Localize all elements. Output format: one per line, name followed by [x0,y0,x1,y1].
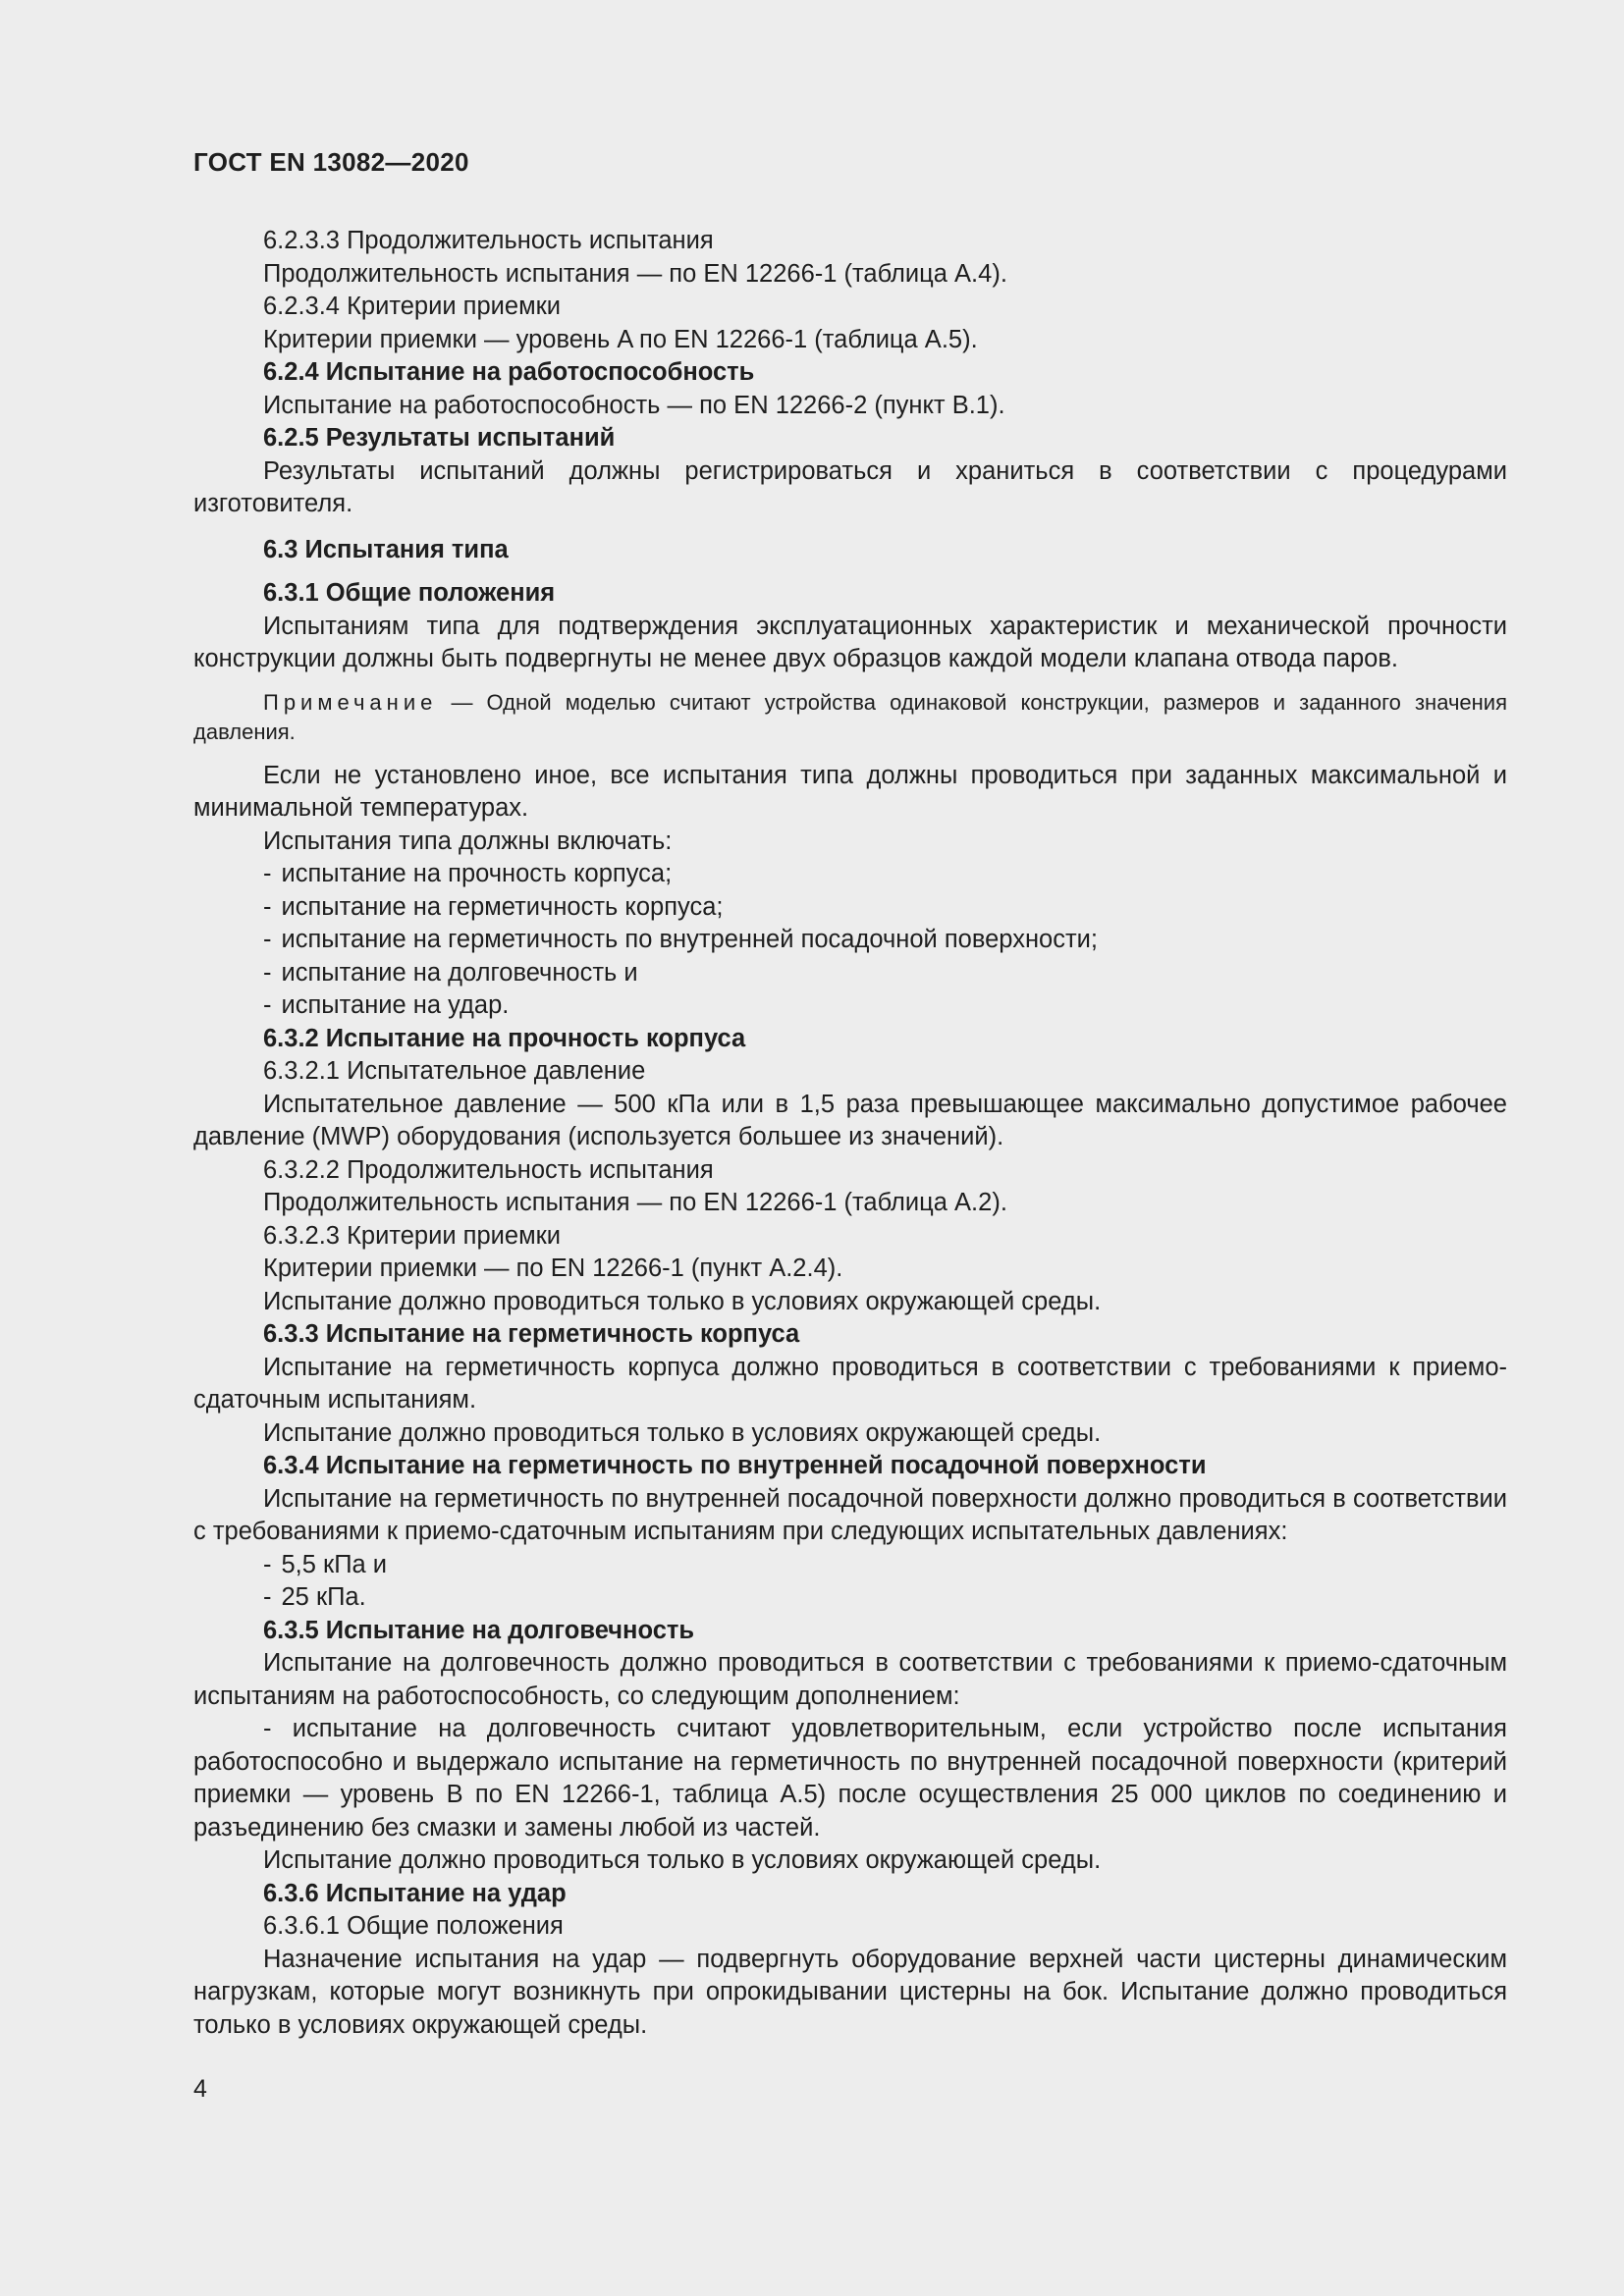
list-dash: - [263,1583,272,1611]
list-dash: - [263,860,272,887]
clause-6-3-2-1-heading: 6.3.2.1 Испытательное давление [263,1057,646,1085]
document-header: ГОСТ EN 13082—2020 [193,147,469,177]
list-item: - 25 кПа. [263,1583,366,1611]
paragraph: Критерии приемки — по EN 12266-1 (пункт A.2.4). [263,1255,843,1282]
paragraph: Критерии приемки — уровень A по EN 12266-1 (таблица A.5). [263,325,978,353]
paragraph: Испытание на герметичность по внутренней посадочной поверхности должно проводиться в соответствии с требованиями к приемо-сдаточным испытаниям при следующих испытательных давлениях: [193,1484,1507,1545]
paragraph: Испытание на долговечность должно проводиться в соответствии с требованиями к приемо-сдаточным испытаниям на работоспособность, со следующим дополнением: [193,1649,1507,1710]
note-text: — Одной моделью считают устройства одинаковой конструкции, размеров и заданного значения давления. [193,689,1507,744]
paragraph: Испытание должно проводиться только в условиях окружающей среды. [263,1846,1102,1874]
list-item: - испытание на удар. [263,991,510,1019]
paragraph: Испытание должно проводиться только в условиях окружающей среды. [263,1418,1102,1447]
clause-6-2-5-heading: 6.2.5 Результаты испытаний [263,424,616,452]
list-dash: - [263,892,272,921]
list-item: - испытание на герметичность корпуса; [263,892,724,921]
paragraph: Испытание должно проводиться только в условиях окружающей среды. [263,1287,1102,1315]
list-dash: - [263,1550,272,1578]
list-dash: - [263,926,272,953]
list-dash: - [263,1715,272,1742]
clause-6-3-2-3-heading: 6.3.2.3 Критерии приемки [263,1221,562,1250]
clause-6-3-6-heading: 6.3.6 Испытание на удар [263,1879,567,1907]
paragraph: Испытание на герметичность корпуса должно проводиться в соответствии с требованиями к приемо-сдаточным испытаниям. [193,1353,1507,1414]
paragraph: Испытания типа должны включать: [263,827,673,855]
paragraph: Испытательное давление — 500 кПа или в 1,5 раза превышающее максимально допустимое рабочее давление (MWP) оборудования (используется большее из значений). [193,1090,1507,1150]
list-item: - испытание на прочность корпуса; [263,860,673,887]
note-label: Примечание [263,689,438,715]
page-number: 4 [193,2075,207,2103]
list-item: - испытание на долговечность считают удовлетворительным, если устройство после испытания работоспособно и выдержало испытание на герметичность по внутренней посадочной поверхности (критерий приемки — уровень B по EN 12266-1, таблица A.5) после осуществления 25 000 циклов по соединению и разъединению без смазки и замены любой из частей. [193,1715,1507,1842]
paragraph: Результаты испытаний должны регистрироваться и храниться в соответствии с процедурами изготовителя. [193,456,1507,517]
list-dash: - [263,991,272,1019]
paragraph: Продолжительность испытания — по EN 12266-1 (таблица A.4). [263,259,1007,288]
clause-6-3-2-heading: 6.3.2 Испытание на прочность корпуса [263,1024,746,1052]
document-body [193,225,1507,2042]
list-dash: - [263,958,272,987]
clause-6-3-2-2-heading: 6.3.2.2 Продолжительность испытания [263,1155,714,1184]
clause-6-3-1-heading: 6.3.1 Общие положения [263,579,556,607]
clause-6-2-3-3-heading: 6.2.3.3 Продолжительность испытания [263,227,714,254]
clause-6-2-3-4-heading: 6.2.3.4 Критерии приемки [263,293,562,320]
list-item: - испытание на долговечность и [263,958,638,987]
section-6-3-heading: 6.3 Испытания типа [263,535,509,563]
clause-6-3-6-1-heading: 6.3.6.1 Общие положения [263,1912,564,1940]
paragraph: Испытание на работоспособность — по EN 12266-2 (пункт B.1). [263,391,1005,419]
clause-6-3-3-heading: 6.3.3 Испытание на герметичность корпуса [263,1320,800,1348]
paragraph: Назначение испытания на удар — подвергнуть оборудование верхней части цистерны динамическим нагрузкам, которые могут возникнуть при опрокидывании цистерны на бок. Испытание должно проводиться только в условиях окружающей среды. [193,1945,1507,2039]
list-item: - испытание на герметичность по внутренней посадочной поверхности; [263,926,1098,953]
clause-6-3-4-heading: 6.3.4 Испытание на герметичность по внутренней посадочной поверхности [263,1452,1207,1479]
clause-6-3-5-heading: 6.3.5 Испытание на долговечность [263,1616,695,1644]
paragraph: Продолжительность испытания — по EN 12266-1 (таблица A.2). [263,1189,1007,1216]
clause-6-2-4-heading: 6.2.4 Испытание на работоспособность [263,358,755,386]
paragraph: Испытаниям типа для подтверждения эксплуатационных характеристик и механической прочности конструкции должны быть подвергнуты не менее двух образцов каждой модели клапана отвода паров. [193,612,1507,672]
list-item: - 5,5 кПа и [263,1550,388,1578]
paragraph: Если не установлено иное, все испытания типа должны проводиться при заданных максимальной и минимальной температурах. [193,761,1507,822]
note [193,688,1507,747]
